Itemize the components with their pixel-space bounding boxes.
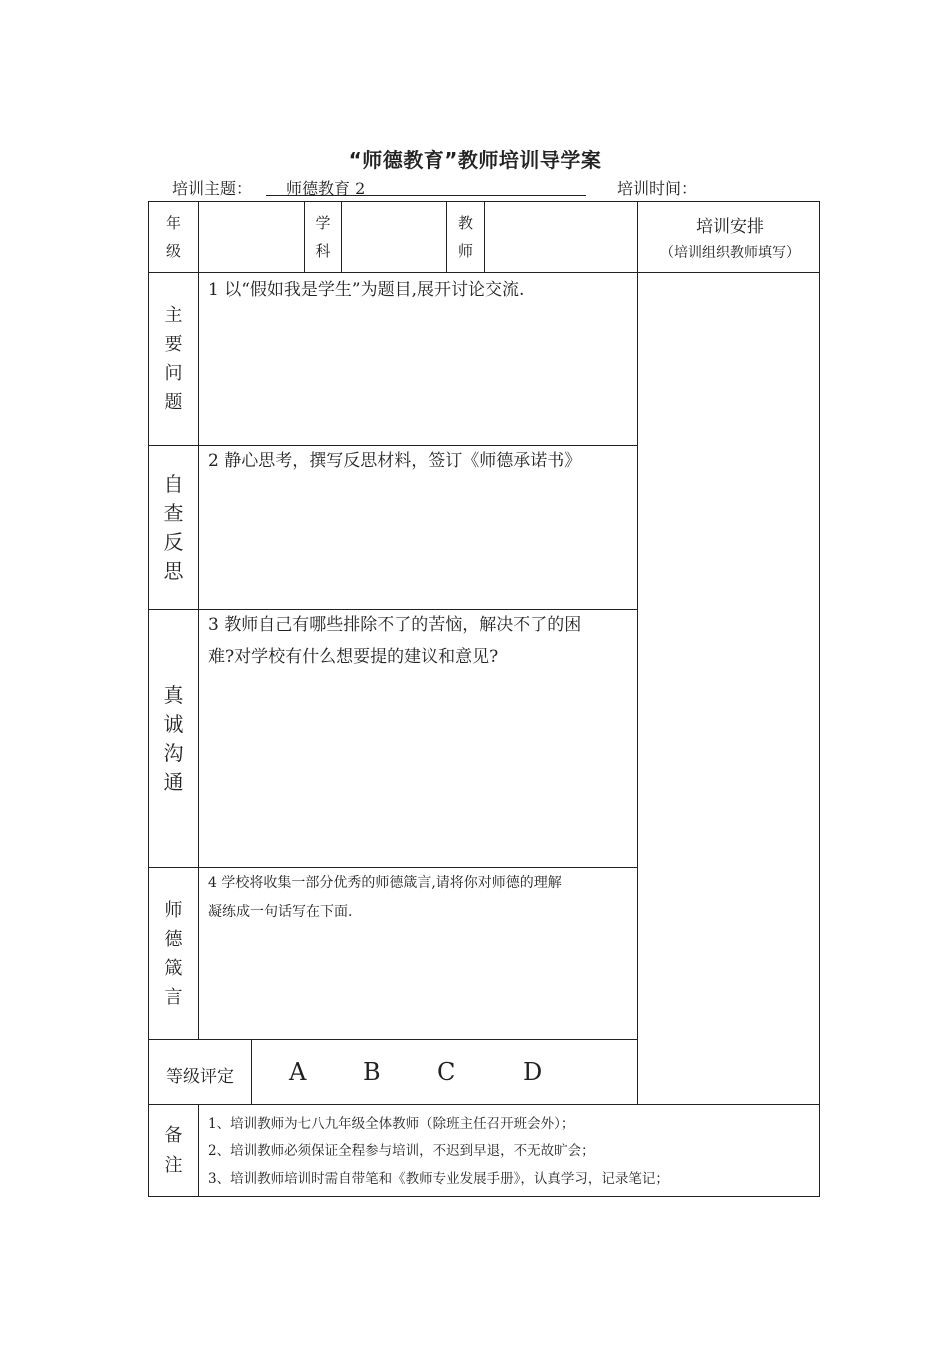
teacher-header: 教 师 bbox=[457, 214, 473, 260]
arrangement-area[interactable] bbox=[638, 273, 819, 1104]
note-item-1: 1、培训教师为七八九年级全体教师（除班主任召开班会外）； bbox=[208, 1116, 575, 1132]
grade-option-c[interactable]: C bbox=[437, 1058, 456, 1086]
note-item-3: 3、培训教师培训时需自带笔和《教师专业发展手册》，认真学习，记录笔记； bbox=[208, 1171, 669, 1187]
grading-label: 等级评定 bbox=[166, 1067, 234, 1087]
section-label-main-questions: 主 要 问 题 bbox=[164, 305, 183, 413]
question-4-line-2: 凝练成一句话写在下面. bbox=[208, 904, 353, 920]
notes-label: 备 注 bbox=[164, 1124, 183, 1176]
subject-header: 学 科 bbox=[315, 214, 331, 260]
question-4-line-1: 4 学校将收集一部分优秀的师德箴言,请将你对师德的理解 bbox=[208, 875, 562, 891]
question-1: 1 以“假如我是学生”为题目,展开讨论交流. bbox=[208, 280, 525, 300]
subject-input[interactable] bbox=[342, 202, 446, 272]
teacher-input[interactable] bbox=[485, 202, 637, 272]
grade-header: 年 级 bbox=[165, 214, 181, 260]
topic-value: 师德教育 2 bbox=[266, 176, 586, 196]
grade-option-a[interactable]: A bbox=[289, 1058, 307, 1086]
question-3-line-2: 难?对学校有什么想要提的建议和意见? bbox=[208, 647, 499, 667]
section-label-sincere-communication: 真 诚 沟 通 bbox=[163, 682, 184, 794]
question-3-line-1: 3 教师自己有哪些排除不了的苦恼，解决不了的困 bbox=[208, 615, 582, 635]
grade-input[interactable] bbox=[199, 202, 304, 272]
arrangement-title: 培训安排 bbox=[696, 217, 764, 237]
grade-option-b[interactable]: B bbox=[363, 1058, 381, 1086]
grade-option-d[interactable]: D bbox=[523, 1058, 543, 1086]
section-label-ethics-motto: 师 德 箴 言 bbox=[164, 899, 183, 1008]
time-label: 培训时间： bbox=[617, 179, 698, 198]
topic-label: 培训主题： bbox=[172, 179, 253, 198]
arrangement-subtitle: （培训组织教师填写） bbox=[660, 245, 800, 261]
page-title: “师德教育”教师培训导学案 bbox=[348, 148, 602, 172]
section-label-self-reflection: 自 查 反 思 bbox=[163, 471, 184, 583]
question-2: 2 静心思考，撰写反思材料，签订《师德承诺书》 bbox=[208, 451, 582, 471]
note-item-2: 2、培训教师必须保证全程参与培训，不迟到早退，不无故旷会； bbox=[208, 1143, 595, 1159]
